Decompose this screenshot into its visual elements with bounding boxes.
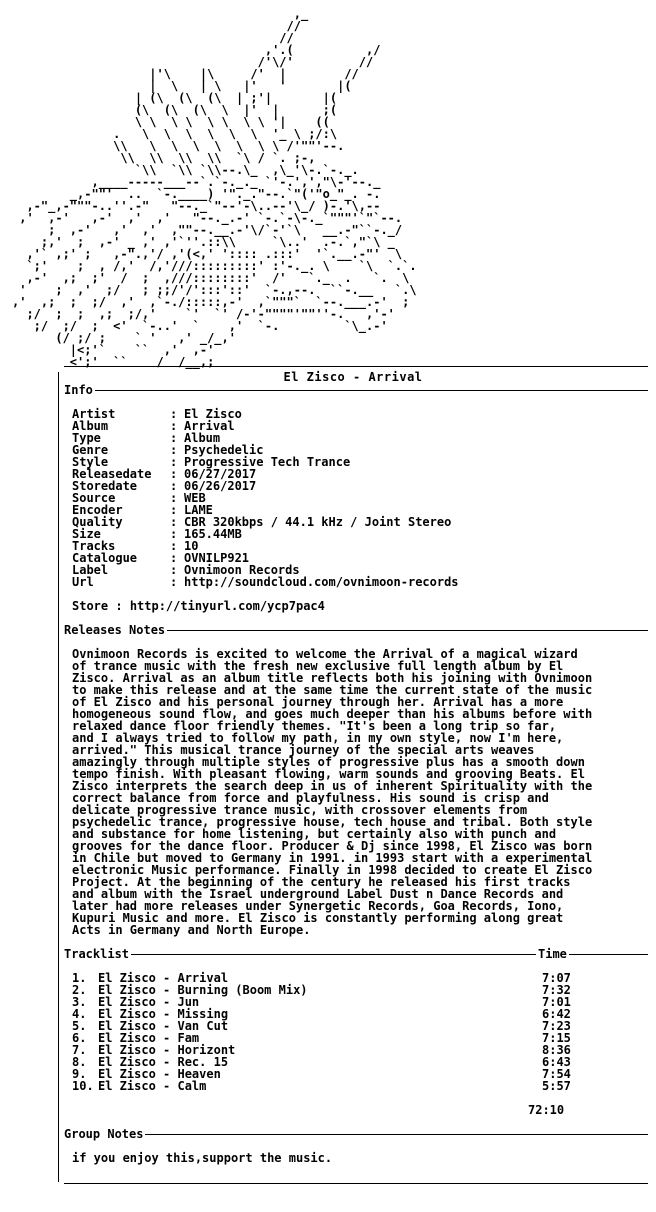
info-key: Tracks xyxy=(72,539,116,553)
info-key: Url xyxy=(72,575,94,589)
info-separator: : xyxy=(170,551,178,565)
info-value: 10 xyxy=(184,539,199,553)
info-separator: : xyxy=(170,527,178,541)
track-number: 3. xyxy=(72,995,87,1009)
info-key: Source xyxy=(72,491,116,505)
info-row xyxy=(72,420,459,432)
info-separator: : xyxy=(170,563,178,577)
info-value: 06/26/2017 xyxy=(184,479,257,493)
track-time: 6:43 xyxy=(542,1055,571,1069)
track-time: 7:23 xyxy=(542,1019,571,1033)
release-notes-line: Kupuri Music and more. El Zisco is constantly performing along great xyxy=(72,911,564,925)
release-notes-text xyxy=(72,648,650,936)
info-row xyxy=(72,516,459,528)
info-value: CBR 320kbps / 44.1 kHz / Joint Stereo xyxy=(184,515,452,529)
track-number: 9. xyxy=(72,1067,87,1081)
track-time: 7:15 xyxy=(542,1031,571,1045)
info-key: Size xyxy=(72,527,101,541)
release-notes-line: arrived." This musical trance journey of the special arts weaves xyxy=(72,743,535,757)
release-notes-line: grooves for the dance floor. Producer & Dj since 1998, El Zisco was born xyxy=(72,839,593,853)
info-value: 06/27/2017 xyxy=(184,467,257,481)
track-time: 5:57 xyxy=(542,1079,571,1093)
track-number: 1. xyxy=(72,971,87,985)
release-notes-line: tempo finish. With pleasant flowing, warm sounds and grooving Beats. El xyxy=(72,767,585,781)
info-section-label: Info xyxy=(64,383,93,397)
release-notes-line: in Chile but moved to Germany in 1991. in 1993 start with a experimental xyxy=(72,851,593,865)
track-title: El Zisco - Rec. 15 xyxy=(98,1055,229,1069)
track-time: 7:01 xyxy=(542,995,571,1009)
info-key: Type xyxy=(72,431,101,445)
info-key: Label xyxy=(72,563,109,577)
track-title: El Zisco - Horizont xyxy=(98,1043,236,1057)
tracklist-section-header xyxy=(64,947,648,968)
info-value: Progressive Tech Trance xyxy=(184,455,351,469)
track-time: 7:07 xyxy=(542,971,571,985)
info-key: Catalogue xyxy=(72,551,138,565)
track-title: El Zisco - Heaven xyxy=(98,1067,221,1081)
info-value: Album xyxy=(184,431,221,445)
top-rule xyxy=(64,366,648,367)
info-separator: : xyxy=(170,539,178,553)
release-notes-line: correct balance from force and playfulness. His sound is crisp and xyxy=(72,791,549,805)
info-value: WEB xyxy=(184,491,206,505)
info-key: Genre xyxy=(72,443,109,457)
info-separator: : xyxy=(170,467,178,481)
info-value: Arrival xyxy=(184,419,235,433)
track-time: 7:54 xyxy=(542,1067,571,1081)
track-time: 8:36 xyxy=(542,1043,571,1057)
release-notes-line: Acts in Germany and North Europe. xyxy=(72,923,311,937)
release-notes-line: amazingly through multiple styles of progressive plus has a smooth down xyxy=(72,755,585,769)
release-notes-line: Zisco interprets the search deep in us of inherent Spirituality with the xyxy=(72,779,593,793)
group-notes-section-header xyxy=(64,1127,648,1148)
tracklist xyxy=(72,972,572,1092)
store-line: Store : http://tinyurl.com/ycp7pac4 xyxy=(72,599,325,613)
info-value: 165.44MB xyxy=(184,527,242,541)
store-link[interactable]: http://tinyurl.com/ycp7pac4 xyxy=(129,599,325,613)
release-notes-section-label: Releases Notes xyxy=(64,623,166,637)
release-notes-line: of trance music with the fresh new exclusive full length album by El xyxy=(72,659,564,673)
release-notes-line: of El Zisco and his personal journey through her. Arrival has a more xyxy=(72,695,564,709)
left-rule xyxy=(58,372,59,1182)
nfo-frame xyxy=(58,366,648,1182)
track-time: 7:32 xyxy=(542,983,571,997)
track-number: 10. xyxy=(72,1079,94,1093)
info-value: El Zisco xyxy=(184,407,242,421)
track-title: El Zisco - Arrival xyxy=(98,971,229,985)
release-notes-line: Ovnimoon Records is excited to welcome the Arrival of a magical wizard xyxy=(72,647,578,661)
ascii-art-banner: ,_ // // ,'.( ,/ /'\/' // |'\ |\ /' | // | \ | \ |' ' |( | (\ (\ (\ | ;'| |( (\ (\ (\ \ |' | ;( \ \ \ \ \ \ \ \ '| (( . \ \ \ \ \ \ '_ \ ;/:\ \\ \ \ \ \ \ \ \ /'""'--. \\ \\ \\ \\ `\ / `. ;-, `\\ `\\ `\\--.\_ ,\_'\-.`-._. ,____-----___--`.`-._._ `'-.',',"\-'--._ _,-""' .. `-.____) '"._."--.`"('"o_"_. -. ,-"_,-"""-..''.-" "--._`"--'-\..--'\_/ )-.'\,-- ,' ,-' ,-' ,' ,' "--._.-' `-.`-\-._`"""'`"`--. ; ,-' ,' ,' ,""--.__.-'\/`-'`\ __.-"``-._/ ;,' ; ,-' _ ,' ,'`''.::\\ `\..' .-.`,"`\ _ ,'` ,;' ; ,-".,'/ ,'(<,' ':::: .:::' '`.__.-"' \ `;' ; , /,' /,'///:::::::::' :'-._. \ `\ `.`. ,-' ,; ;' / ; ,///::::::::' /' `._ . `. \ ' ; ,' ;/ ; ;;/'/':::'::' `-.,--. ``-.__ `.\ ,' ,; ; ;/ ,' ,`-./:::::,-' ,`"""` `--.___.-' ; ;/ ; ; ,; ;/,' `' `' /-'-""""'""''-. ,'-' ;/ ;/ ; <' `-..' ` ,' `-. `\_.-' (/ ;/ ; ` ' ,' _/_,' |<;'` `` ,' ,-' <';' `` / /__,; xyxy=(12,7,417,369)
release-notes-line: and substance for home listening, but certainly also with punch and xyxy=(72,827,557,841)
info-separator: : xyxy=(170,431,178,445)
info-value: OVNILP921 xyxy=(184,551,250,565)
tracklist-section-label: Tracklist xyxy=(64,947,130,961)
track-title: El Zisco - Calm xyxy=(98,1079,207,1093)
release-notes-line: later had more releases under Synergetic Records, Goa Records, Iono, xyxy=(72,899,564,913)
info-row xyxy=(72,528,459,540)
info-key: Storedate xyxy=(72,479,138,493)
track-row xyxy=(72,1080,572,1092)
info-value: Psychedelic xyxy=(184,443,264,457)
info-key: Artist xyxy=(72,407,116,421)
release-title: El Zisco - Arrival xyxy=(283,370,423,384)
release-notes-section-header xyxy=(64,623,648,644)
info-separator: : xyxy=(170,419,178,433)
info-key: Album xyxy=(72,419,109,433)
info-value: LAME xyxy=(184,503,213,517)
info-separator: : xyxy=(170,443,178,457)
info-key: Encoder xyxy=(72,503,123,517)
info-value[interactable]: http://soundcloud.com/ovnimoon-records xyxy=(184,575,459,589)
info-fields xyxy=(72,408,459,588)
time-column-label: Time xyxy=(538,947,567,961)
track-number: 7. xyxy=(72,1043,87,1057)
track-number: 8. xyxy=(72,1055,87,1069)
release-notes-line: Project. At the beginning of the century he released his first tracks xyxy=(72,875,571,889)
info-key: Quality xyxy=(72,515,123,529)
info-row xyxy=(72,408,459,420)
release-notes-line: psychedelic trance, progressive house, tech house and tribal. Both style xyxy=(72,815,593,829)
release-notes-line: Zisco. Arrival as an album title reflects both his joining with Ovnimoon xyxy=(72,671,593,685)
release-notes-line: electronic Music performance. Finally in 1998 decided to create El Zisco xyxy=(72,863,593,877)
track-number: 2. xyxy=(72,983,87,997)
release-notes-line: delicate progressive trance music, with crossover elements from xyxy=(72,803,528,817)
info-value: Ovnimoon Records xyxy=(184,563,300,577)
track-title: El Zisco - Jun xyxy=(98,995,200,1009)
group-notes-text: if you enjoy this,support the music. xyxy=(72,1151,333,1165)
track-time: 6:42 xyxy=(542,1007,571,1021)
info-separator: : xyxy=(170,515,178,529)
info-key: Releasedate xyxy=(72,467,152,481)
track-number: 4. xyxy=(72,1007,87,1021)
total-time: 72:10 xyxy=(528,1103,565,1117)
info-separator: : xyxy=(170,503,178,517)
bottom-rule xyxy=(64,1183,648,1184)
track-title: El Zisco - Van Cut xyxy=(98,1019,229,1033)
info-key: Style xyxy=(72,455,109,469)
release-notes-line: homogeneous sound flow, and goes much deeper than his albums before with xyxy=(72,707,593,721)
info-separator: : xyxy=(170,407,178,421)
info-row xyxy=(72,480,459,492)
release-notes-line: and album with the Israel underground Label Dust n Dance Records and xyxy=(72,887,564,901)
info-row xyxy=(72,492,459,504)
info-separator: : xyxy=(170,479,178,493)
track-number: 5. xyxy=(72,1019,87,1033)
info-row xyxy=(72,576,459,588)
track-title: El Zisco - Missing xyxy=(98,1007,229,1021)
info-separator: : xyxy=(170,455,178,469)
info-row xyxy=(72,432,459,444)
release-notes-line: relaxed dance floor friendly themes. "It's been a long trip so far, xyxy=(72,719,557,733)
info-section-header xyxy=(64,383,648,404)
release-notes-line: and I always tried to follow my path, in my own style, now I'm here, xyxy=(72,731,564,745)
track-title: El Zisco - Burning (Boom Mix) xyxy=(98,983,308,997)
track-number: 6. xyxy=(72,1031,87,1045)
group-notes-section-label: Group Notes xyxy=(64,1127,144,1141)
info-separator: : xyxy=(170,575,178,589)
info-separator: : xyxy=(170,491,178,505)
release-notes-line: to make this release and at the same time the current state of the music xyxy=(72,683,593,697)
store-label: Store xyxy=(72,599,109,613)
track-title: El Zisco - Fam xyxy=(98,1031,200,1045)
